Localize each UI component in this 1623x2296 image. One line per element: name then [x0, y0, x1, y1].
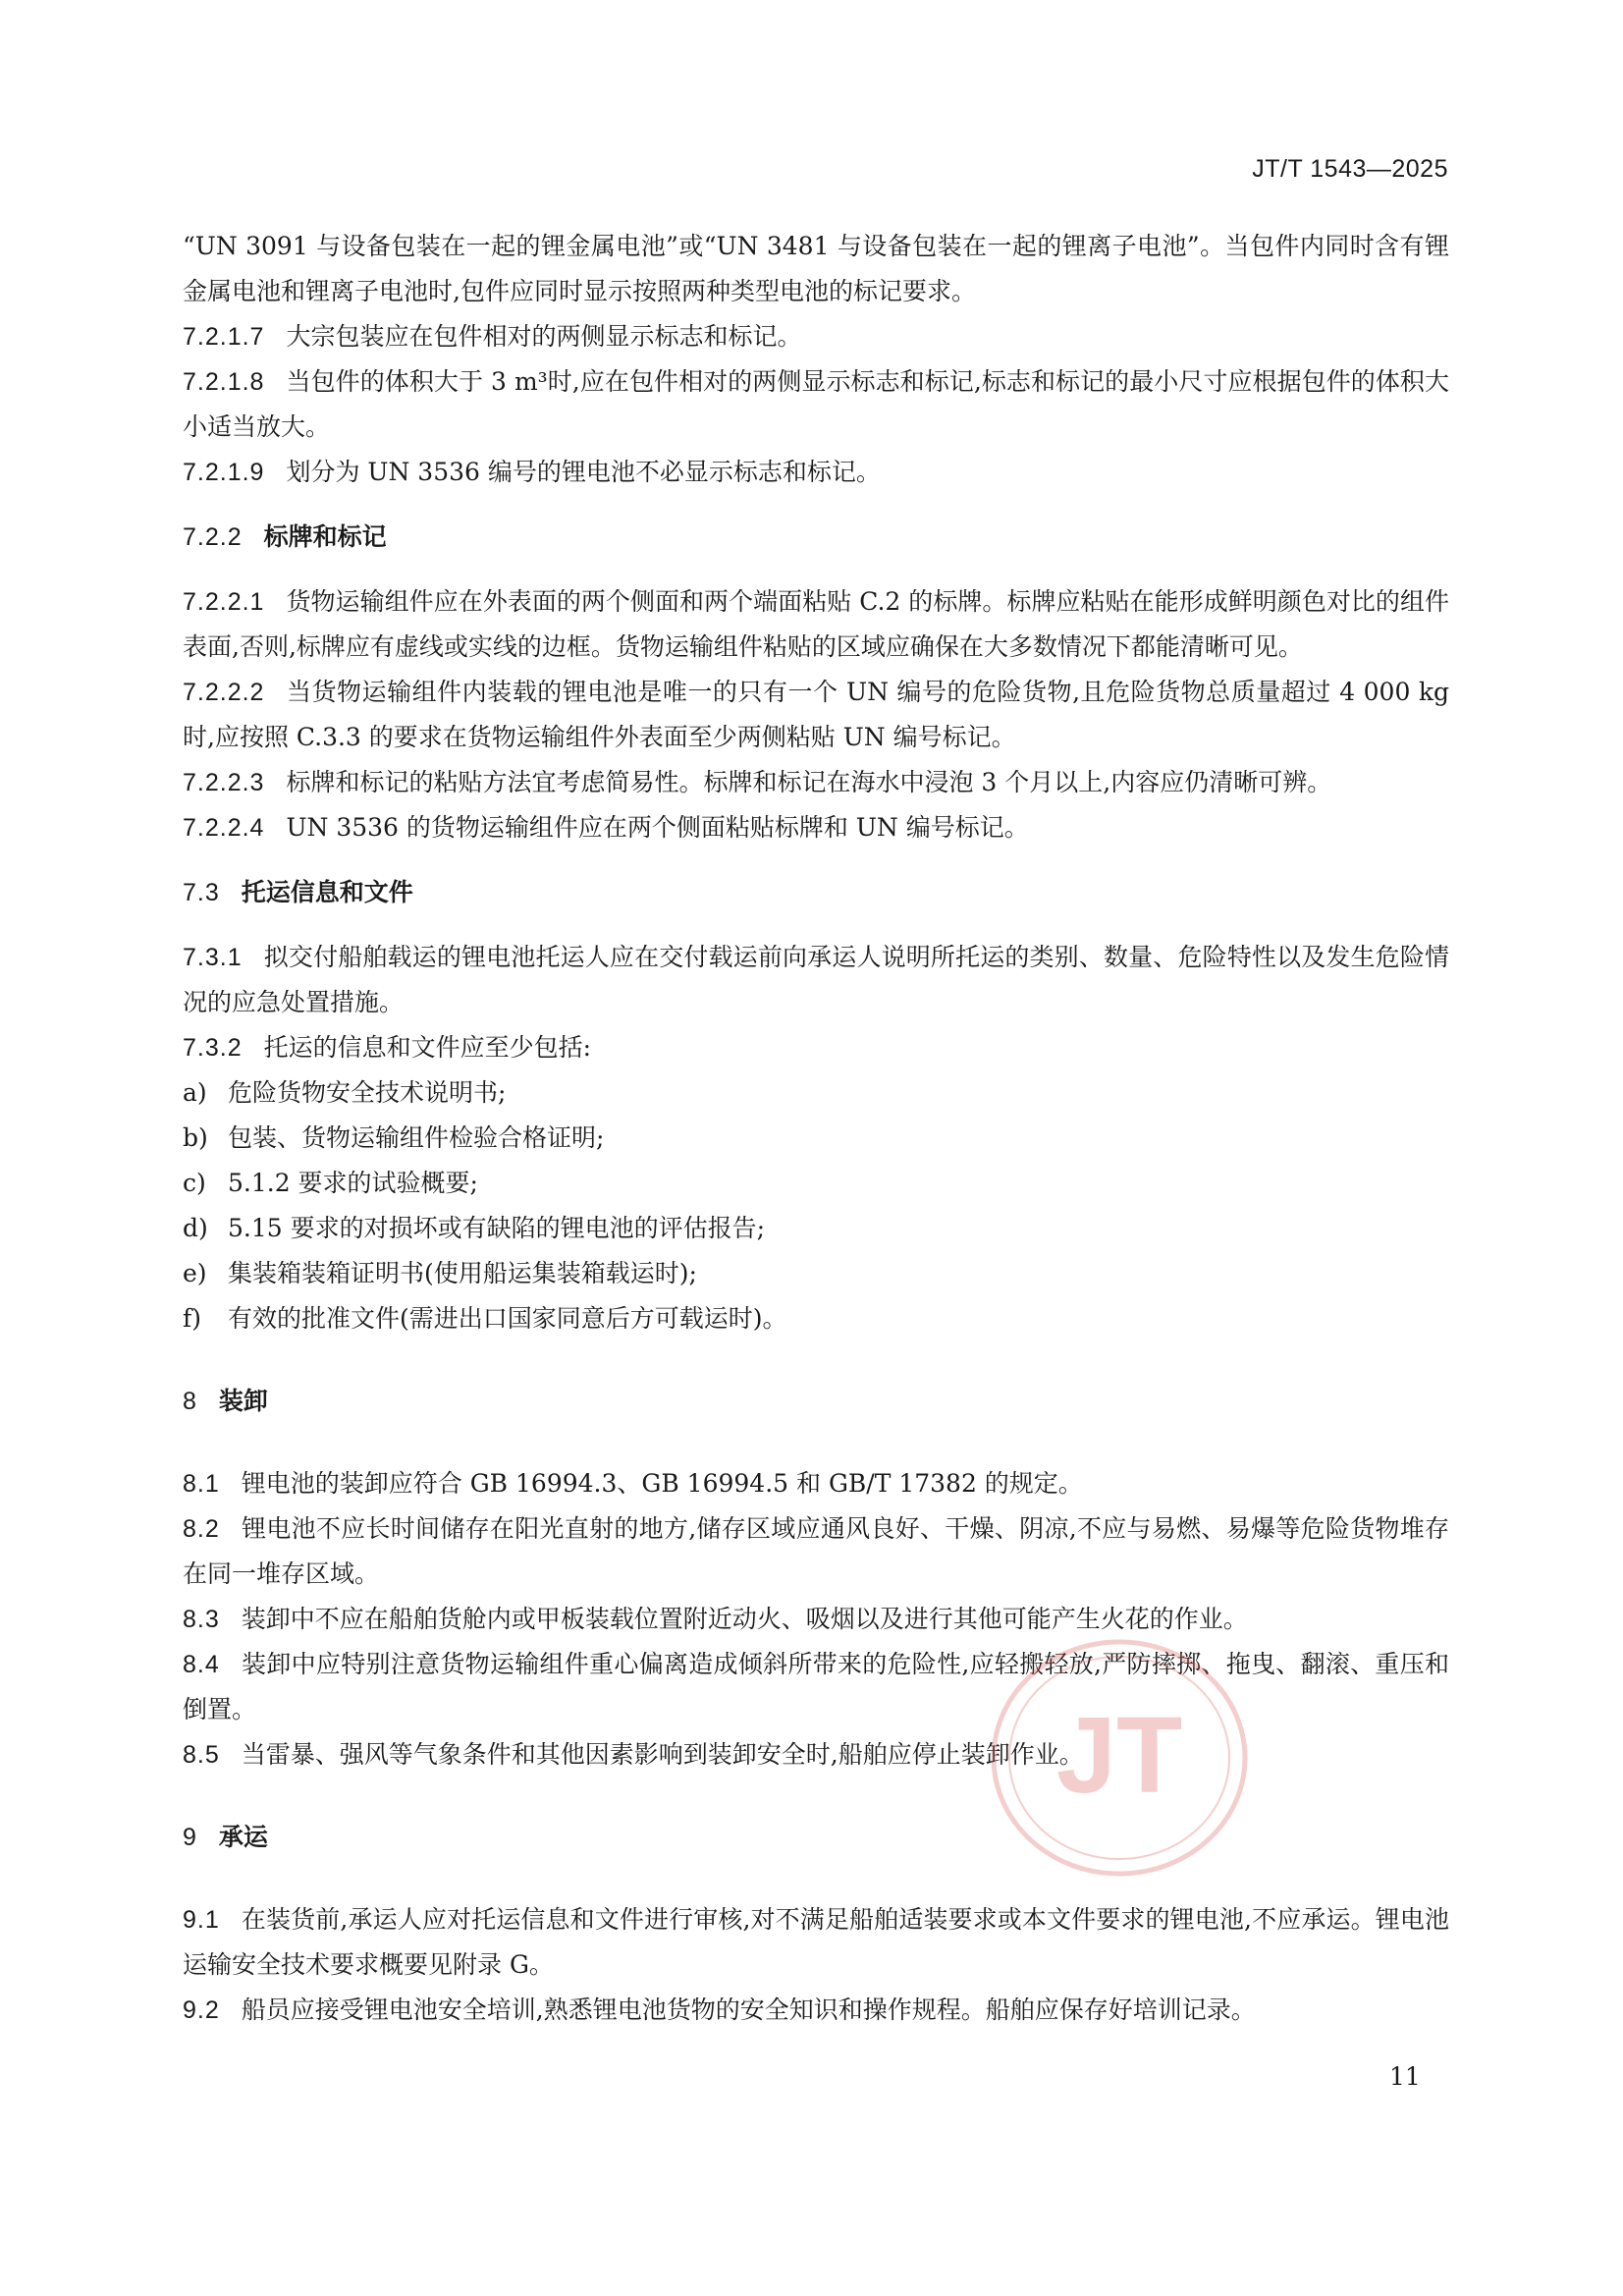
- clause-8-2: [183, 1506, 1449, 1597]
- clause-number: 8.5: [183, 1741, 220, 1769]
- list-item: [183, 1296, 1449, 1341]
- clause-7-2-1-8: [183, 359, 1449, 450]
- paragraph: [183, 224, 1449, 314]
- list-text: 5.15 要求的对损坏或有缺陷的锂电池的评估报告;: [228, 1214, 766, 1242]
- clause-9-2: [183, 1988, 1449, 2033]
- clause-7-2-1-9: [183, 450, 1449, 495]
- clause-8-5: [183, 1732, 1449, 1777]
- list-text: 集装箱装箱证明书(使用船运集装箱载运时);: [228, 1259, 697, 1287]
- clause-7-2-2-1: [183, 579, 1449, 670]
- clause-text: 锂电池不应长时间储存在阳光直射的地方,储存区域应通风良好、干燥、阴凉,不应与易燃、易爆等危险货物堆存在同一堆存区域。: [183, 1514, 1449, 1588]
- document-body: [183, 224, 1449, 2033]
- clause-number: 7.2.1.7: [183, 323, 265, 351]
- clause-text: 当货物运输组件内装载的锂电池是唯一的只有一个 UN 编号的危险货物,且危险货物总质量超过 4 000 kg 时,应按照 C.3.3 的要求在货物运输组件外表面至少两侧粘贴 UN 编号标记。: [183, 678, 1449, 751]
- jt-watermark-stamp: [987, 1635, 1252, 1881]
- clause-number: 8.4: [183, 1651, 220, 1678]
- clause-text: 大宗包装应在包件相对的两侧显示标志和标记。: [286, 322, 802, 351]
- clause-7-2-2-2: [183, 670, 1449, 760]
- clause-text: 船员应接受锂电池安全培训,熟悉锂电池货物的安全知识和操作规程。船舶应保存好培训记录。: [241, 1995, 1256, 2024]
- clause-7-2-1-7: [183, 314, 1449, 359]
- clause-number: 7.2.1.8: [183, 368, 265, 396]
- clause-number: 7.3.2: [183, 1034, 243, 1062]
- section-heading-7-2-2: [183, 515, 1449, 560]
- section-title: 装卸: [218, 1387, 268, 1415]
- list-text: 危险货物安全技术说明书;: [228, 1078, 507, 1107]
- clause-text: 锂电池的装卸应符合 GB 16994.3、GB 16994.5 和 GB/T 17382 的规定。: [241, 1469, 1083, 1498]
- clause-8-3: [183, 1597, 1449, 1642]
- clause-text: 当雷暴、强风等气象条件和其他因素影响到装卸安全时,船舶应停止装卸作业。: [241, 1740, 1084, 1769]
- clause-number: 7.2.2.2: [183, 679, 265, 706]
- stamp-text: JT: [1055, 1695, 1183, 1816]
- list-item: [183, 1206, 1449, 1251]
- list-item: [183, 1116, 1449, 1161]
- list-marker: a): [183, 1078, 207, 1107]
- section-title: 标牌和标记: [263, 522, 387, 551]
- list-marker: f): [183, 1304, 202, 1333]
- clause-8-1: [183, 1461, 1449, 1506]
- clause-text: 当包件的体积大于 3 m³时,应在包件相对的两侧显示标志和标记,标志和标记的最小尺寸应根据包件的体积大小适当放大。: [183, 367, 1449, 441]
- list-marker: d): [183, 1214, 208, 1242]
- list-item: [183, 1161, 1449, 1206]
- section-heading-9: [183, 1815, 1449, 1860]
- section-number: 9: [183, 1824, 197, 1851]
- section-number: 7.2.2: [183, 523, 243, 551]
- clause-text: 在装货前,承运人应对托运信息和文件进行审核,对不满足船舶适装要求或本文件要求的锂电池,不应承运。锂电池运输安全技术要求概要见附录 G。: [183, 1905, 1449, 1979]
- section-heading-7-3: [183, 870, 1449, 915]
- clause-number: 8.3: [183, 1606, 220, 1633]
- clause-8-4: [183, 1642, 1449, 1732]
- section-number: 8: [183, 1388, 197, 1415]
- list-text: 有效的批准文件(需进出口国家同意后方可载运时)。: [228, 1304, 787, 1333]
- clause-7-3-1: [183, 935, 1449, 1025]
- clause-number: 7.2.1.9: [183, 459, 265, 486]
- clause-7-2-2-4: [183, 805, 1449, 850]
- clause-text: UN 3536 的货物运输组件应在两个侧面粘贴标牌和 UN 编号标记。: [286, 813, 1029, 842]
- clause-text: 装卸中不应在船舶货舱内或甲板装载位置附近动火、吸烟以及进行其他可能产生火花的作业。: [241, 1605, 1248, 1633]
- section-title: 承运: [218, 1823, 268, 1851]
- clause-7-3-2: [183, 1025, 1449, 1070]
- clause-text: 托运的信息和文件应至少包括:: [263, 1033, 592, 1062]
- clause-text: 拟交付船舶载运的锂电池托运人应在交付载运前向承运人说明所托运的类别、数量、危险特性以及发生危险情况的应急处置措施。: [183, 943, 1449, 1016]
- clause-text: 划分为 UN 3536 编号的锂电池不必显示标志和标记。: [286, 458, 881, 486]
- clause-text: 装卸中应特别注意货物运输组件重心偏离造成倾斜所带来的危险性,应轻搬轻放,严防摔掷、拖曳、翻滚、重压和倒置。: [183, 1650, 1449, 1723]
- clause-number: 9.2: [183, 1996, 220, 2024]
- clause-number: 8.2: [183, 1515, 220, 1543]
- list-marker: c): [183, 1169, 206, 1197]
- section-heading-8: [183, 1379, 1449, 1424]
- clause-text: 货物运输组件应在外表面的两个侧面和两个端面粘贴 C.2 的标牌。标牌应粘贴在能形成鲜明颜色对比的组件表面,否则,标牌应有虚线或实线的边框。货物运输组件粘贴的区域应确保在大多数情况下都能清晰可见。: [183, 587, 1449, 661]
- list-item: [183, 1070, 1449, 1116]
- clause-text: 标牌和标记的粘贴方法宜考虑简易性。标牌和标记在海水中浸泡 3 个月以上,内容应仍清晰可辨。: [286, 768, 1332, 796]
- page-number: 11: [1389, 2062, 1421, 2091]
- list-marker: b): [183, 1123, 208, 1152]
- list-text: 包装、货物运输组件检验合格证明;: [228, 1123, 605, 1152]
- clause-number: 9.1: [183, 1906, 220, 1934]
- clause-number: 7.2.2.3: [183, 769, 265, 796]
- list-item: [183, 1251, 1449, 1296]
- section-title: 托运信息和文件: [241, 878, 413, 906]
- clause-9-1: [183, 1897, 1449, 1988]
- list-marker: e): [183, 1259, 207, 1287]
- clause-number: 7.3.1: [183, 944, 243, 971]
- clause-number: 8.1: [183, 1470, 220, 1498]
- document-id: JT/T 1543—2025: [1252, 155, 1448, 183]
- clause-7-2-2-3: [183, 760, 1449, 805]
- clause-number: 7.2.2.1: [183, 588, 265, 616]
- list-text: 5.1.2 要求的试验概要;: [228, 1169, 478, 1197]
- paragraph-text: “UN 3091 与设备包装在一起的锂金属电池”或“UN 3481 与设备包装在一起的锂离子电池”。当包件内同时含有锂金属电池和锂离子电池时,包件应同时显示按照两种类型电池的标记要求。: [183, 232, 1449, 305]
- clause-number: 7.2.2.4: [183, 814, 265, 842]
- section-number: 7.3: [183, 879, 220, 906]
